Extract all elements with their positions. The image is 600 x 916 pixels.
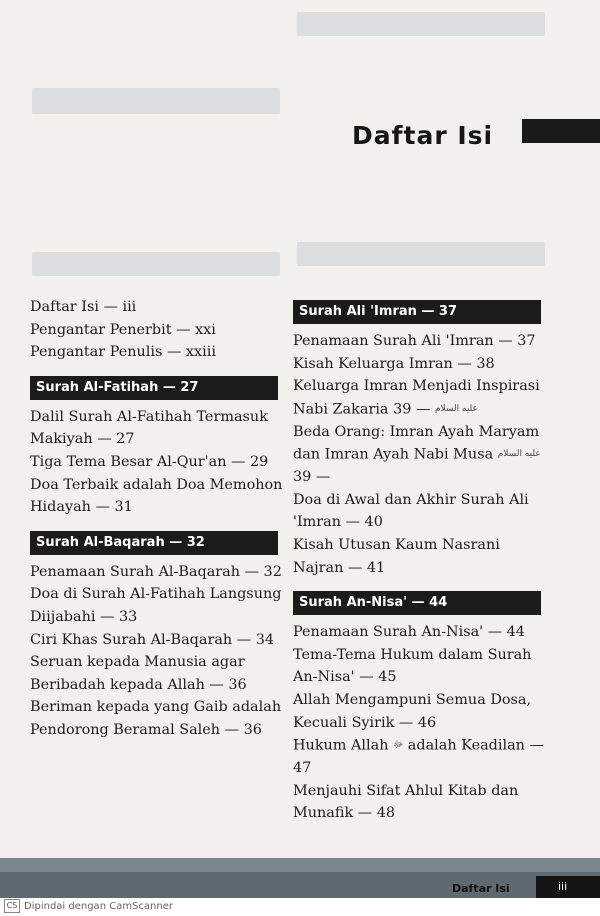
ghost-bar bbox=[32, 252, 280, 276]
toc-entry: Tiga Tema Besar Al-Qur'an — 29 bbox=[30, 453, 269, 470]
entry-text: Penamaan Surah An-Nisa' — 44 bbox=[293, 624, 525, 641]
entry-text: Penamaan Surah Ali 'Imran — 37 bbox=[293, 333, 536, 349]
title-bar bbox=[522, 119, 600, 143]
page-title: Daftar Isi bbox=[352, 120, 494, 150]
toc-entry: Ciri Khas Surah Al-Baqarah — 34 bbox=[30, 631, 275, 648]
intro-list bbox=[30, 296, 286, 364]
toc-entry: Beriman kepada yang Gaib adalah Pendorong Beramal Saleh — 36 bbox=[30, 699, 282, 738]
toc-entry: Daftar Isi — iii bbox=[30, 299, 137, 315]
toc-entry bbox=[293, 780, 549, 825]
entry-text: Kisah Keluarga Imran — 38 bbox=[293, 355, 495, 372]
left-column bbox=[30, 296, 286, 754]
honorific-mark: عليه السلام bbox=[434, 403, 478, 414]
scanner-text: Dipindai dengan CamScanner bbox=[24, 901, 173, 912]
section-entries bbox=[293, 621, 549, 825]
toc-entry: Doa Terbaik adalah Doa Memohon Hidayah — 31 bbox=[30, 476, 283, 516]
entry-text: Keluarga Imran Menjadi Inspirasi Nabi Zakaria bbox=[293, 378, 540, 418]
toc-entry: Pengantar Penerbit — xxi bbox=[30, 321, 216, 338]
section-heading: Surah Al-Fatihah — 27 bbox=[30, 376, 278, 400]
toc-entry bbox=[293, 534, 549, 579]
footer-band-dark bbox=[0, 872, 600, 898]
entry-text: Menjauhi Sifat Ahlul Kitab dan Munafik — 48 bbox=[293, 782, 519, 822]
toc-entry bbox=[293, 644, 549, 689]
section-entries bbox=[30, 406, 286, 519]
honorific-mark: عليه السلام bbox=[497, 449, 541, 460]
toc-entry bbox=[293, 734, 549, 779]
toc-entry: Doa di Surah Al-Fatihah Langsung Diijabahi — 33 bbox=[30, 586, 282, 625]
toc-entry bbox=[293, 621, 549, 644]
entry-page: adalah Keadilan — 47 bbox=[293, 737, 544, 776]
title-wrap bbox=[352, 118, 493, 152]
toc-entry bbox=[293, 375, 549, 420]
entry-text: Tema-Tema Hukum dalam Surah An-Nisa' — 45 bbox=[293, 646, 532, 686]
section-entries bbox=[293, 330, 549, 579]
toc-entry bbox=[293, 353, 549, 376]
scanner-watermark bbox=[0, 898, 600, 916]
right-column bbox=[293, 300, 549, 837]
entry-page: — 39 bbox=[293, 469, 331, 486]
ghost-bar bbox=[32, 88, 280, 114]
section-entries bbox=[30, 561, 286, 742]
ghost-bar bbox=[297, 242, 545, 266]
section-heading: Surah Al-Baqarah — 32 bbox=[30, 531, 278, 555]
entry-text: Beda Orang: Imran Ayah Maryam dan Imran Ayah Nabi Musa bbox=[293, 423, 540, 463]
honorific-mark: ﷻ bbox=[393, 740, 404, 751]
footer-page-number: iii bbox=[536, 876, 600, 898]
camscanner-badge: CS bbox=[4, 899, 20, 913]
section-heading: Surah Ali 'Imran — 37 bbox=[293, 300, 541, 324]
toc-entry: Seruan kepada Manusia agar Beribadah kepada Allah — 36 bbox=[30, 654, 247, 693]
entry-text: Allah Mengampuni Semua Dosa, Kecuali Syirik — 46 bbox=[293, 691, 532, 731]
entry-text: Hukum Allah bbox=[293, 737, 389, 754]
ghost-bar bbox=[297, 12, 545, 36]
toc-entry bbox=[293, 489, 549, 534]
entry-text: Doa di Awal dan Akhir Surah Ali 'Imran — 40 bbox=[293, 491, 529, 531]
entry-text: Kisah Utusan Kaum Nasrani Najran — 41 bbox=[293, 536, 500, 576]
section-heading: Surah An-Nisa' — 44 bbox=[293, 591, 541, 615]
toc-entry bbox=[293, 689, 549, 734]
toc-entry bbox=[293, 330, 549, 353]
entry-page: — 39 bbox=[393, 401, 435, 418]
footer-label: Daftar Isi bbox=[452, 882, 510, 895]
toc-entry bbox=[293, 421, 549, 489]
toc-entry: Dalil Surah Al-Fatihah Termasuk Makiyah — 27 bbox=[30, 408, 268, 448]
toc-entry: Penamaan Surah Al-Baqarah — 32 bbox=[30, 563, 282, 580]
toc-entry: Pengantar Penulis — xxiii bbox=[30, 344, 216, 361]
